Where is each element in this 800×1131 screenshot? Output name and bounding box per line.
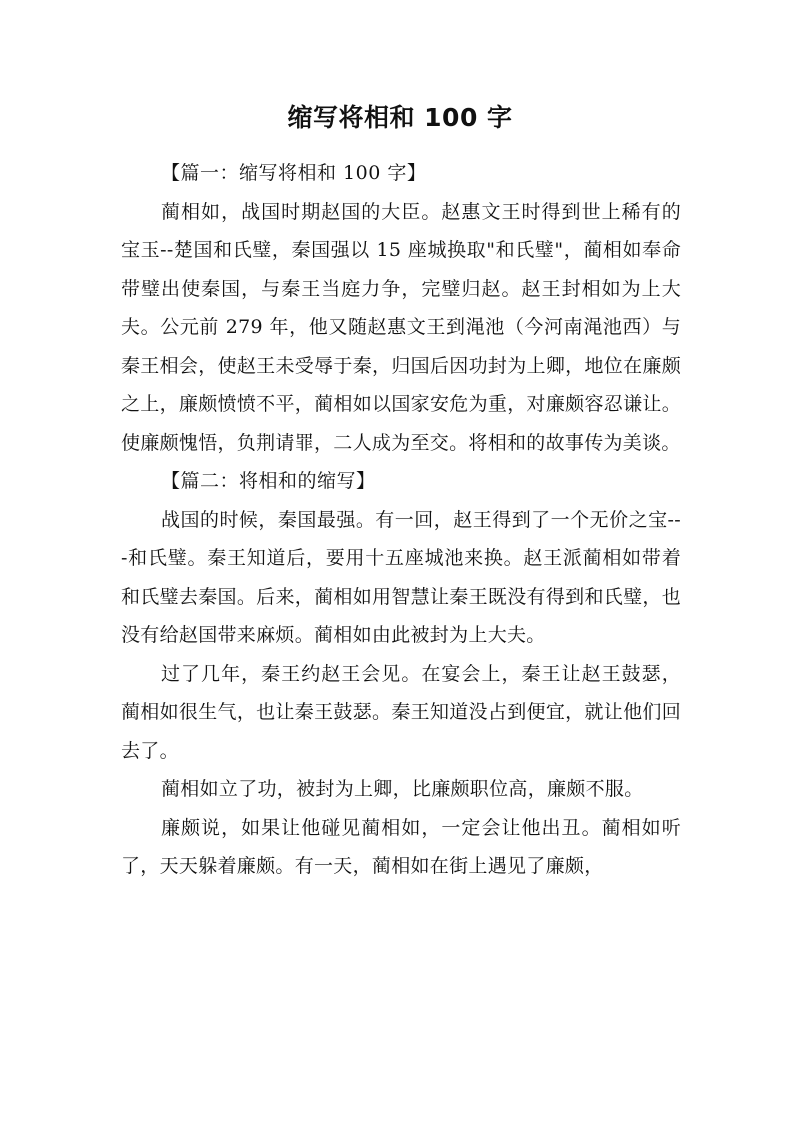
document-body	[121, 154, 681, 886]
section-1-paragraph: 蔺相如，战国时期赵国的大臣。赵惠文王时得到世上稀有的宝玉--楚国和氏璧，秦国强以 15 座城换取"和氏璧"，蔺相如奉命带璧出使秦国，与秦王当庭力争，完璧归赵。赵王封相如为上大夫。公元前 279 年，他又随赵惠文王到渑池（今河南渑池西）与秦王相会，使赵王未受辱于秦，归国后因功封为上卿，地位在廉颇之上，廉颇愤愤不平，蔺相如以国家安危为重，对廉颇容忍谦让。使廉颇愧悟，负荆请罪，二人成为至交。将相和的故事传为美谈。	[121, 200, 681, 454]
section-2-paragraph-4: 廉颇说，如果让他碰见蔺相如，一定会让他出丑。蔺相如听了，天天躲着廉颇。有一天，蔺相如在街上遇见了廉颇，	[121, 816, 681, 877]
section-2-paragraph-1: 战国的时候，秦国最强。有一回，赵王得到了一个无价之宝---和氏璧。秦王知道后，要用十五座城池来换。赵王派蔺相如带着和氏璧去秦国。后来，蔺相如用智慧让秦王既没有得到和氏璧，也没有给赵国带来麻烦。蔺相如由此被封为上大夫。	[121, 508, 681, 646]
section-1-heading: 【篇一：缩写将相和 100 字】	[161, 162, 427, 184]
page-title: 缩写将相和 100 字	[287, 103, 513, 132]
section-2-paragraph-3: 蔺相如立了功，被封为上卿，比廉颇职位高，廉颇不服。	[161, 778, 644, 800]
section-2-heading: 【篇二：将相和的缩写】	[161, 470, 376, 492]
section-2-paragraph-2: 过了几年，秦王约赵王会见。在宴会上，秦王让赵王鼓瑟，蔺相如很生气，也让秦王鼓瑟。秦王知道没占到便宜，就让他们回去了。	[121, 662, 681, 762]
